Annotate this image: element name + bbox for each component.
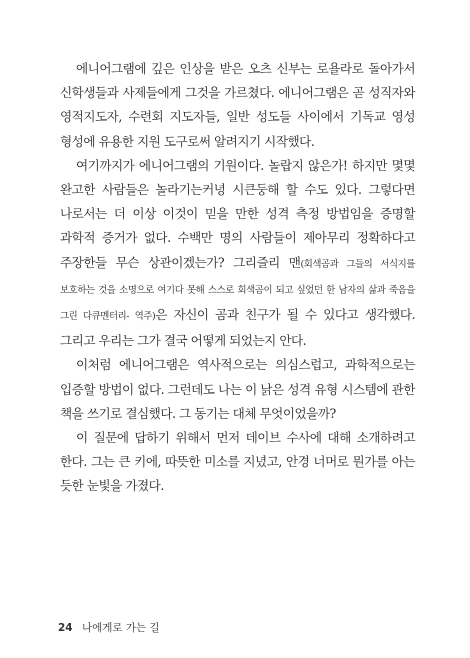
- paragraph: 이 질문에 답하기 위해서 먼저 데이브 수사에 대해 소개하려고 한다. 그는 큰 키에, 따뜻한 미소를 지녔고, 안경 너머로 뭔가를 아는 듯한 눈빛을 가졌다.: [60, 430, 415, 494]
- paragraph-text: 여기까지가 에니어그램의 기원이다. 놀랍지 않은가! 하지만 몇몇 완고한 사람들은 놀라기는커녕 시큰둥해 할 수도 있다. 그렇다면 나로서는 더 이상 이것이 믿을 만한 성격 측정 방법임을 증명할 과학적 증거가 없다. 수백만 명의 사람들이 제아무리 정확하다고 주장한들 무슨 상관이겠는가? 그리즐리 맨: [60, 157, 415, 270]
- paragraph: [60, 154, 415, 354]
- paragraph: 이처럼 에니어그램은 역사적으로는 의심스럽고, 과학적으로는 입증할 방법이 없다. 그런데도 나는 이 낡은 성격 유형 시스템에 관한 책을 쓰기로 결심했다. 그 동기는 대체 무엇이었을까?: [60, 357, 415, 421]
- paragraph-text: 은 자신이 곰과 친구가 될 수 있다고 생각했다. 그리고 우리는 그가 결국 어떻게 되었는지 안다.: [60, 307, 415, 349]
- paragraph: 에니어그램에 깊은 인상을 받은 오츠 신부는 로욜라로 돌아가서 신학생들과 사제들에게 그것을 가르쳤다. 에니어그램은 곧 성직자와 영적지도자, 수련회 지도자들, 일반 성도들 사이에서 기독교 영성 형성에 유용한 지원 도구로써 알려지기 시작했다.: [60, 61, 415, 149]
- translator-note: (회색곰과 그들의 서식지를 보호하는 것을 소명으로 여기다 못해 스스로 회색곰이 되고 싶었던 한 남자의 삶과 죽음을 그린 다큐멘터리- 역주): [60, 258, 415, 323]
- body-text: [60, 57, 415, 499]
- running-title: 나에게로 가는 길: [81, 622, 160, 634]
- page-number: 24: [58, 622, 73, 634]
- page-footer: [58, 620, 160, 635]
